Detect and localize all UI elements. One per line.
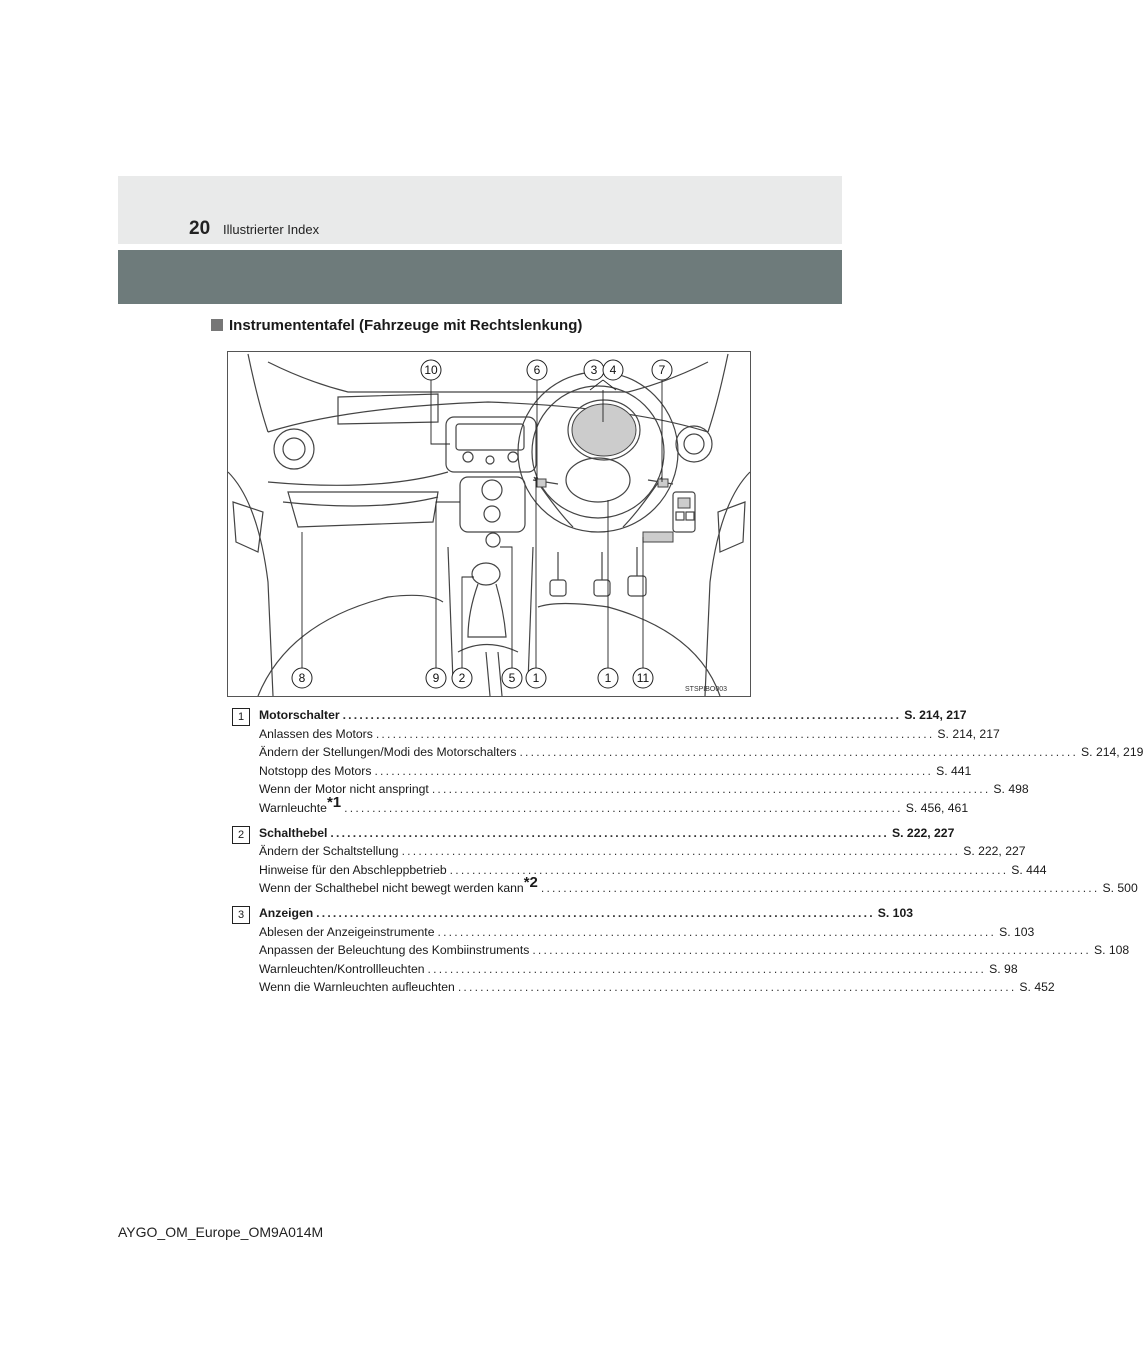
item-page: S. 98: [989, 961, 1018, 976]
item-label: Wenn die Warnleuchten aufleuchten: [259, 980, 455, 995]
entry-item: Anpassen der Beleuchtung des Kombiinstruments .................................................................................................... S. 108: [259, 941, 732, 960]
item-page: S. 500: [1102, 881, 1138, 896]
item-page: S. 441: [936, 763, 972, 778]
entry-item: Ändern der Stellungen/Modi des Motorschalters .................................................................................................... S. 214, 219: [259, 743, 732, 762]
entry-item: Ändern der Schaltstellung .................................................................................................... S. 222, 227: [259, 842, 732, 861]
entry-item: Hinweise für den Abschleppbetrieb .................................................................................................... S. 444: [259, 861, 732, 880]
entry-item: Wenn der Schalthebel nicht bewegt werden kann$^{*2}$ .................................................................................................... S. 500: [259, 879, 732, 898]
footnote-marker: *2: [523, 874, 538, 892]
item-label: Warnleuchten/Kontrollleuchten: [259, 961, 425, 976]
entry-item: Anlassen des Motors .................................................................................................... S. 214, 217: [259, 725, 732, 744]
item-label: Wenn der Motor nicht anspringt: [259, 782, 429, 797]
callout-2: 2: [458, 671, 466, 685]
dashboard-drawing: [228, 352, 750, 696]
callout-1a: 1: [532, 671, 540, 685]
callout-3: 3: [590, 363, 598, 377]
entry-item: Wenn der Motor nicht anspringt .................................................................................................... S. 498: [259, 780, 732, 799]
item-page: S. 456, 461: [905, 800, 969, 815]
item-page: S. 498: [993, 782, 1029, 797]
item-label: Hinweise für den Abschleppbetrieb: [259, 862, 447, 877]
item-page: S. 444: [1011, 862, 1047, 877]
entry-number: 1: [232, 708, 250, 726]
entry-item: Wenn die Warnleuchten aufleuchten .................................................................................................... S. 452: [259, 978, 732, 997]
header-title: Illustrierter Index: [223, 222, 320, 237]
callout-4: 4: [609, 363, 617, 377]
chapter-band: [118, 250, 842, 304]
entry-title-page: S. 103: [877, 905, 914, 920]
callout-9: 9: [432, 671, 440, 685]
entry-title-line: Anzeigen .................................................................................................... S. 103: [259, 904, 732, 923]
callout-1b: 1: [604, 671, 612, 685]
entry-title-line: Motorschalter .................................................................................................... S. 214, 217: [259, 706, 732, 725]
heading-square-icon: [211, 319, 223, 331]
item-label: Notstopp des Motors: [259, 763, 372, 778]
entry-title-page: S. 222, 227: [892, 825, 955, 840]
entry-title: Schalthebel: [259, 825, 328, 840]
item-page: S. 214, 217: [937, 726, 1000, 741]
item-label-with-note: [259, 793, 342, 818]
item-label-with-note: [259, 874, 538, 898]
footer-doc-id: AYGO_OM_Europe_OM9A014M: [118, 1224, 324, 1240]
section-heading: [211, 317, 582, 334]
entry-item: Notstopp des Motors .................................................................................................... S. 441: [259, 762, 732, 781]
entry-title-page: S. 214, 217: [904, 708, 967, 722]
item-label: Ändern der Schaltstellung: [259, 844, 399, 859]
entry-title-line: Schalthebel .................................................................................................... S. 222, 227: [259, 824, 732, 843]
item-label: Anpassen der Beleuchtung des Kombiinstruments: [259, 943, 530, 958]
entry-item: Ablesen der Anzeigeinstrumente .................................................................................................... S. 103: [259, 923, 732, 942]
callout-6: 6: [533, 363, 541, 377]
entry-number: 3: [232, 906, 250, 924]
callout-5: 5: [508, 671, 516, 685]
entry-item: Warnleuchten/Kontrollleuchten .................................................................................................... S. 98: [259, 960, 732, 979]
item-label: Warnleuchte: [259, 800, 327, 815]
item-label: Ändern der Stellungen/Modi des Motorschalters: [259, 745, 517, 760]
entry-title: Motorschalter: [259, 708, 340, 722]
item-page: S. 452: [1019, 980, 1055, 995]
footnote-marker: *1: [326, 793, 342, 811]
item-page: S. 103: [999, 924, 1035, 939]
entry-item: Warnleuchte$^{*1}$ .................................................................................................... S. 456, 461: [259, 799, 732, 818]
callout-8: 8: [298, 671, 306, 685]
dashboard-illustration: [227, 351, 751, 697]
index-entry-3: [232, 904, 1130, 997]
entry-number: 2: [232, 826, 250, 844]
page-number: 20: [189, 218, 211, 239]
index-entries: [232, 706, 1143, 1003]
index-entry-2: [232, 824, 1138, 898]
item-page: S. 214, 219: [1081, 745, 1143, 760]
figure-code: STSPIBO003: [685, 686, 728, 693]
index-entry-1: [232, 706, 1143, 818]
item-label: Ablesen der Anzeigeinstrumente: [259, 924, 435, 939]
item-label: Anlassen des Motors: [259, 726, 373, 741]
item-label: Wenn der Schalthebel nicht bewegt werden kann: [259, 881, 524, 896]
callout-11: 11: [636, 671, 650, 685]
item-page: S. 222, 227: [963, 844, 1026, 859]
callout-10: 10: [424, 363, 438, 377]
callout-7: 7: [658, 363, 666, 377]
section-heading-text: Instrumententafel (Fahrzeuge mit Rechtslenkung): [229, 317, 583, 334]
entry-title: Anzeigen: [259, 905, 314, 920]
item-page: S. 108: [1093, 943, 1130, 958]
